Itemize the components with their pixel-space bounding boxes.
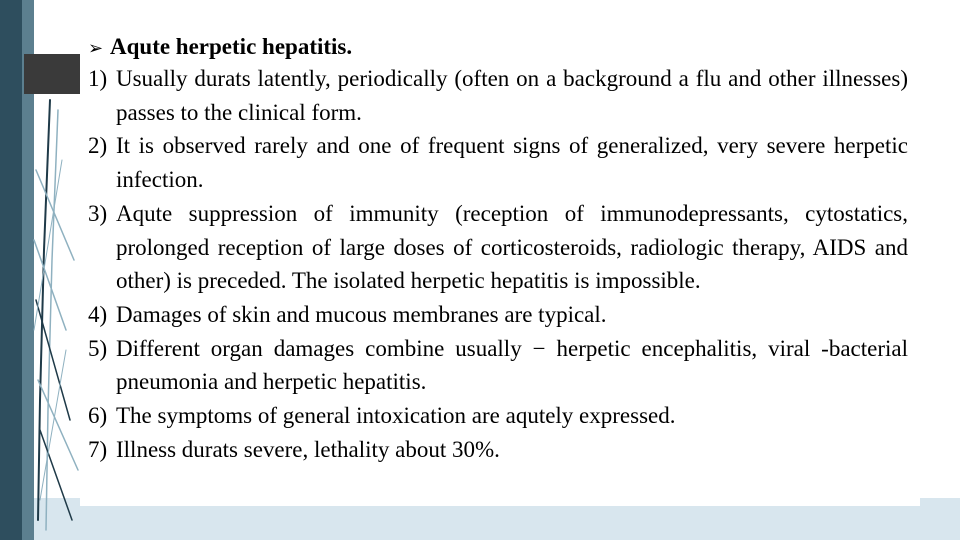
- list-item: [88, 197, 908, 298]
- list-item-text: It is observed rarely and one of frequent signs of generalized, very severe herpetic infection.: [116, 133, 908, 193]
- list-number: 4): [88, 301, 108, 327]
- heading-text: Aqute herpetic hepatitis.: [110, 34, 353, 59]
- list-item: [88, 298, 908, 332]
- list-item-text: The symptoms of general intoxication are aqutely expressed.: [116, 403, 676, 429]
- list-item-text: Aqute suppression of immunity (reception of immunodepressants, cytostatics, prolonged reception of large doses of corticosteroids, radiologic therapy, AIDS and other) is preceded. The isolated herpetic hepatitis is impossible.: [116, 200, 908, 294]
- numbered-list: [88, 62, 908, 466]
- list-number: 3): [88, 200, 108, 226]
- list-item: [88, 62, 908, 129]
- list-item-text: Illness durats severe, lethality about 30%.: [116, 436, 500, 462]
- list-number: 2): [88, 133, 108, 159]
- accent-block: [24, 54, 84, 94]
- list-item: [88, 129, 908, 196]
- list-number: 1): [88, 66, 108, 91]
- slide-heading: [88, 31, 352, 65]
- left-strip: [0, 0, 22, 540]
- list-item-text: Damages of skin and mucous membranes are typical.: [116, 301, 607, 327]
- arrow-check-bullet-icon: ➢: [88, 38, 104, 59]
- list-number: 5): [88, 335, 108, 361]
- list-number: 7): [88, 436, 108, 462]
- list-item-text: Different organ damages combine usually − herpetic encephalitis, viral -bacterial pneumonia and herpetic hepatitis.: [116, 335, 908, 395]
- list-item: [88, 332, 908, 399]
- list-item: [88, 399, 908, 433]
- list-number: 6): [88, 403, 108, 429]
- list-item-text: Usually durats latently, periodically (often on a background a flu and other illnesses) passes to the clinical form.: [116, 66, 908, 125]
- list-item: [88, 433, 908, 467]
